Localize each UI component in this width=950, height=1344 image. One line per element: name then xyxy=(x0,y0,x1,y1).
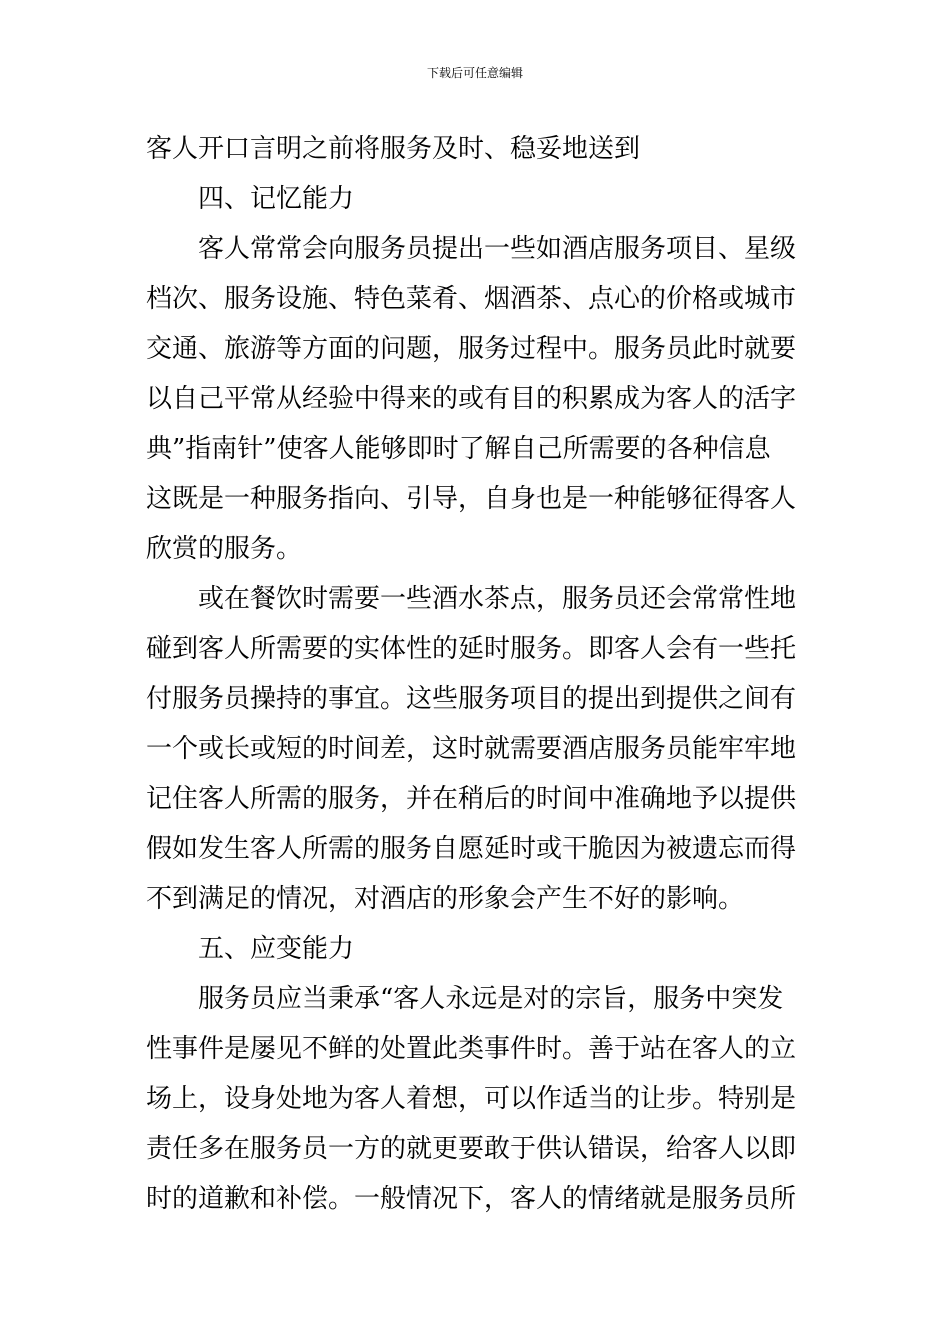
text-line: 不到满足的情况，对酒店的形象会产生不好的影响。 xyxy=(146,884,745,914)
text-line: 这既是一种服务指向、引导，自身也是一种能够征得客人 xyxy=(146,484,797,514)
page-header: 下载后可任意编辑 xyxy=(426,66,523,80)
text-line: 责任多在服务员一方的就更要敢于供认错误，给客人以即 xyxy=(146,1134,797,1164)
text-line: 碰到客人所需要的实体性的延时服务。即客人会有一些托 xyxy=(146,634,797,664)
text-line: 或在餐饮时需要一些酒水茶点，服务员还会常常性地 xyxy=(198,584,797,614)
text-line: 记住客人所需的服务，并在稍后的时间中准确地予以提供 xyxy=(146,784,797,814)
text-line: 付服务员操持的事宜。这些服务项目的提出到提供之间有 xyxy=(146,684,797,714)
text-line: 典”指南针”使客人能够即时了解自己所需要的各种信息 xyxy=(146,434,771,464)
text-line: 档次、服务设施、特色菜肴、烟酒茶、点心的价格或城市 xyxy=(146,284,797,314)
text-line: 假如发生客人所需的服务自愿延时或干脆因为被遗忘而得 xyxy=(146,834,797,864)
text-line: 客人常常会向服务员提出一些如酒店服务项目、星级 xyxy=(198,234,797,264)
text-line: 欣赏的服务。 xyxy=(146,534,303,564)
text-line: 一个或长或短的时间差，这时就需要酒店服务员能牢牢地 xyxy=(146,734,797,764)
text-line: 以自己平常从经验中得来的或有目的积累成为客人的活字 xyxy=(146,384,797,414)
text-line: 性事件是屡见不鲜的处置此类事件时。善于站在客人的立 xyxy=(146,1034,797,1064)
text-line: 交通、旅游等方面的问题，服务过程中。服务员此时就要 xyxy=(146,334,797,364)
section-heading: 五、应变能力 xyxy=(198,934,355,964)
text-line: 客人开口言明之前将服务及时、稳妥地送到 xyxy=(146,134,641,164)
text-line: 服务员应当秉承“客人永远是对的宗旨，服务中突发 xyxy=(198,984,784,1014)
text-line: 场上，设身处地为客人着想，可以作适当的让步。特别是 xyxy=(146,1084,797,1114)
text-line: 时的道歉和补偿。一般情况下，客人的情绪就是服务员所 xyxy=(146,1184,797,1214)
document-body xyxy=(146,124,808,1224)
section-heading: 四、记忆能力 xyxy=(198,184,355,214)
